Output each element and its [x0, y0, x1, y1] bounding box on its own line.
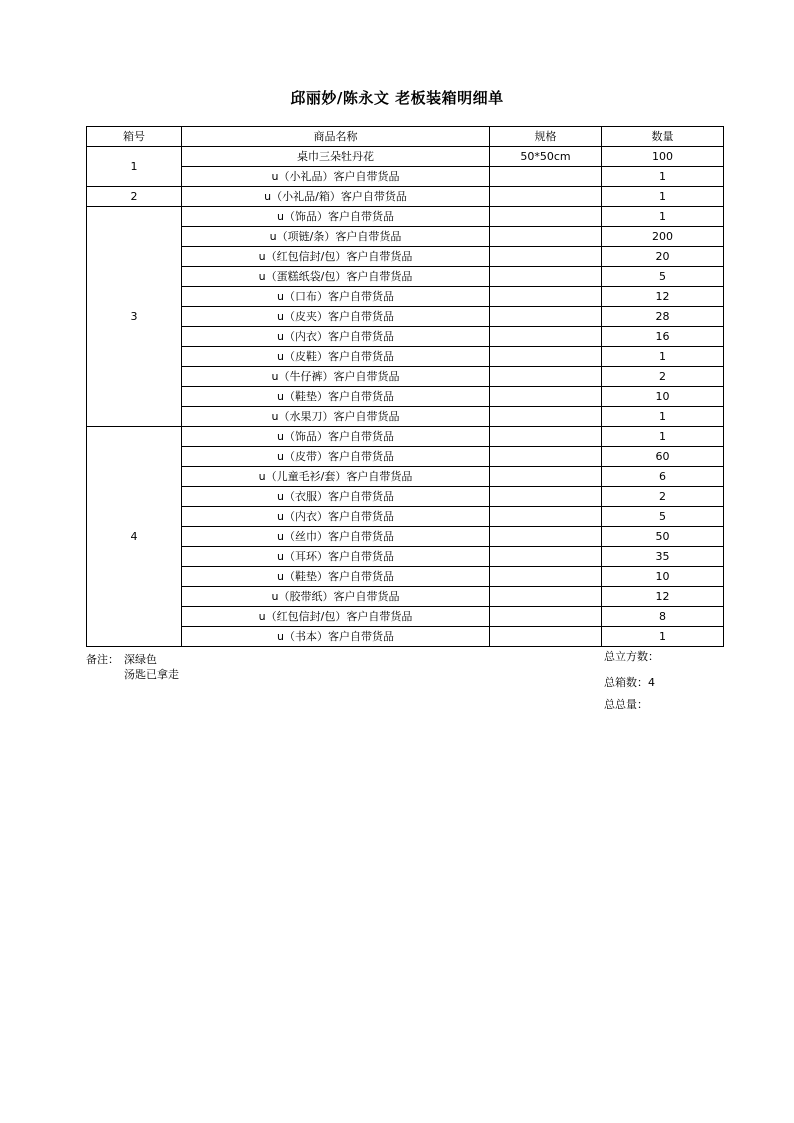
quantity-cell: 5 — [602, 507, 724, 527]
quantity-cell: 1 — [602, 187, 724, 207]
total-quantity-label: 总总量： — [604, 698, 648, 711]
table-row — [87, 607, 724, 627]
quantity-cell: 1 — [602, 627, 724, 647]
quantity-cell: 1 — [602, 347, 724, 367]
table-row — [87, 627, 724, 647]
total-volume — [604, 649, 659, 665]
table-row — [87, 567, 724, 587]
total-volume-label: 总立方数： — [604, 650, 659, 663]
product-name-cell: u（蛋糕纸袋/包）客户自带货品 — [182, 267, 490, 287]
spec-cell — [490, 567, 602, 587]
quantity-cell: 200 — [602, 227, 724, 247]
table-row — [87, 507, 724, 527]
quantity-cell: 1 — [602, 407, 724, 427]
product-name-cell: u（耳环）客户自带货品 — [182, 547, 490, 567]
quantity-cell: 35 — [602, 547, 724, 567]
spec-cell — [490, 447, 602, 467]
quantity-cell: 20 — [602, 247, 724, 267]
quantity-cell: 60 — [602, 447, 724, 467]
spec-cell — [490, 367, 602, 387]
quantity-cell: 8 — [602, 607, 724, 627]
quantity-cell: 6 — [602, 467, 724, 487]
table-row — [87, 347, 724, 367]
spec-cell — [490, 527, 602, 547]
table-row — [87, 547, 724, 567]
spec-cell — [490, 467, 602, 487]
spec-cell — [490, 307, 602, 327]
table-row — [87, 207, 724, 227]
product-name-cell: u（皮带）客户自带货品 — [182, 447, 490, 467]
spec-cell — [490, 327, 602, 347]
spec-cell — [490, 167, 602, 187]
quantity-cell: 50 — [602, 527, 724, 547]
box-number-cell: 3 — [87, 207, 182, 427]
product-name-cell: u（红包信封/包）客户自带货品 — [182, 247, 490, 267]
page-title: 邱丽妙/陈永文 老板装箱明细单 — [290, 89, 504, 107]
table-row — [87, 527, 724, 547]
product-name-cell: u（书本）客户自带货品 — [182, 627, 490, 647]
product-name-cell: u（儿童毛衫/套）客户自带货品 — [182, 467, 490, 487]
table-row — [87, 227, 724, 247]
product-name-cell: u（饰品）客户自带货品 — [182, 427, 490, 447]
spec-cell — [490, 607, 602, 627]
spec-cell — [490, 287, 602, 307]
table-row — [87, 307, 724, 327]
total-quantity — [604, 697, 648, 713]
product-name-cell: u（项链/条）客户自带货品 — [182, 227, 490, 247]
quantity-cell: 1 — [602, 427, 724, 447]
product-name-cell: u（水果刀）客户自带货品 — [182, 407, 490, 427]
table-row — [87, 427, 724, 447]
spec-cell — [490, 427, 602, 447]
box-number-cell: 1 — [87, 147, 182, 187]
product-name-cell: 桌巾三朵牡丹花 — [182, 147, 490, 167]
spec-cell — [490, 227, 602, 247]
product-name-cell: u（红包信封/包）客户自带货品 — [182, 607, 490, 627]
quantity-cell: 28 — [602, 307, 724, 327]
product-name-cell: u（胶带纸）客户自带货品 — [182, 587, 490, 607]
table-body — [87, 147, 724, 647]
product-name-cell: u（鞋垫）客户自带货品 — [182, 387, 490, 407]
header-quantity: 数量 — [602, 127, 724, 147]
product-name-cell: u（口布）客户自带货品 — [182, 287, 490, 307]
quantity-cell: 16 — [602, 327, 724, 347]
product-name-cell: u（内衣）客户自带货品 — [182, 507, 490, 527]
spec-cell — [490, 347, 602, 367]
spec-cell — [490, 247, 602, 267]
quantity-cell: 12 — [602, 587, 724, 607]
spec-cell — [490, 267, 602, 287]
product-name-cell: u（丝巾）客户自带货品 — [182, 527, 490, 547]
table-row — [87, 147, 724, 167]
quantity-cell: 100 — [602, 147, 724, 167]
table-row — [87, 407, 724, 427]
product-name-cell: u（小礼品/箱）客户自带货品 — [182, 187, 490, 207]
spec-cell — [490, 627, 602, 647]
table-row — [87, 447, 724, 467]
table-row — [87, 247, 724, 267]
table-row — [87, 587, 724, 607]
remark-text: 汤匙已拿走 — [124, 668, 179, 681]
product-name-cell: u（衣服）客户自带货品 — [182, 487, 490, 507]
total-boxes-label: 总箱数： — [604, 676, 648, 689]
spec-cell — [490, 547, 602, 567]
quantity-cell: 10 — [602, 387, 724, 407]
table-row — [87, 367, 724, 387]
total-boxes-value: 4 — [648, 676, 655, 689]
product-name-cell: u（小礼品）客户自带货品 — [182, 167, 490, 187]
table-row — [87, 267, 724, 287]
table-header-row — [87, 127, 724, 147]
product-name-cell: u（牛仔裤）客户自带货品 — [182, 367, 490, 387]
quantity-cell: 12 — [602, 287, 724, 307]
spec-cell — [490, 207, 602, 227]
spec-cell — [490, 187, 602, 207]
quantity-cell: 1 — [602, 207, 724, 227]
product-name-cell: u（皮夹）客户自带货品 — [182, 307, 490, 327]
spec-cell — [490, 407, 602, 427]
remark-text: 深绿色 — [124, 653, 157, 666]
header-box-no: 箱号 — [87, 127, 182, 147]
quantity-cell: 2 — [602, 487, 724, 507]
spec-cell — [490, 507, 602, 527]
remark-label: 备注： — [86, 653, 119, 666]
product-name-cell: u（饰品）客户自带货品 — [182, 207, 490, 227]
product-name-cell: u（鞋垫）客户自带货品 — [182, 567, 490, 587]
table-row — [87, 467, 724, 487]
total-boxes — [604, 675, 655, 691]
packing-list-table — [86, 126, 724, 647]
table-row — [87, 487, 724, 507]
quantity-cell: 10 — [602, 567, 724, 587]
box-number-cell: 2 — [87, 187, 182, 207]
header-spec: 规格 — [490, 127, 602, 147]
product-name-cell: u（皮鞋）客户自带货品 — [182, 347, 490, 367]
spec-cell — [490, 487, 602, 507]
table-row — [87, 287, 724, 307]
spec-cell — [490, 587, 602, 607]
quantity-cell: 2 — [602, 367, 724, 387]
quantity-cell: 1 — [602, 167, 724, 187]
table-row — [87, 387, 724, 407]
spec-cell: 50*50cm — [490, 147, 602, 167]
spec-cell — [490, 387, 602, 407]
product-name-cell: u（内衣）客户自带货品 — [182, 327, 490, 347]
box-number-cell: 4 — [87, 427, 182, 647]
quantity-cell: 5 — [602, 267, 724, 287]
table-row — [87, 327, 724, 347]
table-row — [87, 167, 724, 187]
header-product-name: 商品名称 — [182, 127, 490, 147]
table-row — [87, 187, 724, 207]
